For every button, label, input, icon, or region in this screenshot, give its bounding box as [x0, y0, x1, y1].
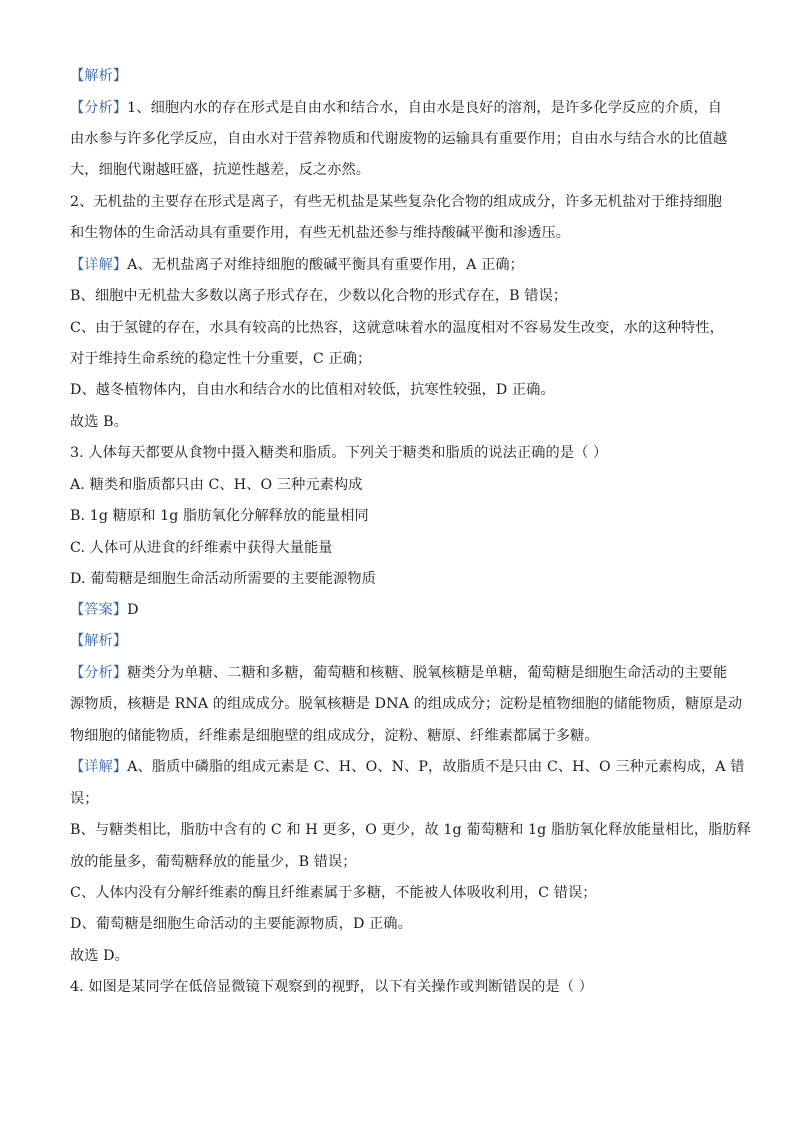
- question-3-option-b: B. 1g 糖原和 1g 脂肪氧化分解释放的能量相同: [70, 508, 369, 524]
- answer-tag: 【答案】: [70, 602, 128, 618]
- analysis-text: 大，细胞代谢越旺盛，抗逆性越差，反之亦然。: [70, 162, 371, 178]
- question-4-stem: 4. 如图是某同学在低倍显微镜下观察到的视野，以下有关操作或判断错误的是（ ）: [70, 979, 594, 995]
- question-3-stem: 3. 人体每天都要从食物中摄入糖类和脂质。下列关于糖类和脂质的说法正确的是（ ）: [70, 445, 608, 461]
- detail-text: B、与糖类相比，脂肪中含有的 C 和 H 更多，O 更少，故 1g 葡萄糖和 1g 脂肪氧化释放能量相比，脂肪释: [70, 822, 752, 838]
- question-3-option-a: A. 糖类和脂质都只由 C、H、O 三种元素构成: [70, 477, 363, 493]
- analysis-text: 糖类分为单糖、二糖和多糖，葡萄糖和核糖、脱氧核糖是单糖，葡萄糖是细胞生命活动的主要能: [127, 665, 728, 681]
- analysis-text: 和生物体的生命活动具有重要作用，有些无机盐还参与维持酸碱平衡和渗透压。: [70, 225, 571, 241]
- detail-text: C、人体内没有分解纤维素的酶且纤维素属于多糖，不能被人体吸收利用，C 错误；: [70, 885, 597, 901]
- detail-text: C、由于氢键的存在，水具有较高的比热容，这就意味着水的温度相对不容易发生改变，水的这种特性，: [70, 320, 724, 336]
- analysis-text: 物细胞的储能物质，纤维素是细胞壁的组成成分，淀粉、糖原、纤维素都属于多糖。: [70, 728, 599, 744]
- detail-text: 放的能量多，葡萄糖释放的能量少，B 错误；: [70, 854, 357, 870]
- detail-text: D、葡萄糖是细胞生命活动的主要能源物质，D 正确。: [70, 916, 412, 932]
- detail-paragraph-line: [70, 756, 745, 778]
- analysis-heading: 【解析】: [70, 633, 128, 649]
- question-3-option-d: D. 葡萄糖是细胞生命活动所需要的主要能源物质: [70, 571, 376, 587]
- conclusion-text: 故选 B。: [70, 414, 128, 430]
- analysis-tag: 【分析】: [70, 100, 128, 116]
- detail-text: 误；: [70, 791, 99, 807]
- analysis-paragraph-line: [70, 662, 730, 684]
- analysis-text: 1、细胞内水的存在形式是自由水和结合水，自由水是良好的溶剂，是许多化学反应的介质，自: [127, 100, 723, 116]
- detail-tag: 【详解】: [70, 759, 128, 775]
- conclusion-text: 故选 D。: [70, 948, 129, 964]
- detail-paragraph-line: [70, 254, 730, 276]
- detail-text: 对于维持生命系统的稳定性十分重要，C 正确；: [70, 351, 372, 367]
- detail-tag: 【详解】: [70, 257, 128, 273]
- analysis-paragraph-line: [70, 97, 730, 119]
- detail-text: A、无机盐离子对维持细胞的酸碱平衡具有重要作用，A 正确；: [127, 257, 524, 273]
- analysis-text: 由水参与许多化学反应，自由水对于营养物质和代谢废物的运输具有重要作用；自由水与结合水的比值越: [70, 131, 728, 147]
- question-3-option-c: C. 人体可从进食的纤维素中获得大量能量: [70, 540, 333, 556]
- detail-text: B、细胞中无机盐大多数以离子形式存在，少数以化合物的形式存在，B 错误；: [70, 288, 568, 304]
- detail-text: A、脂质中磷脂的组成元素是 C、H、O、N、P，故脂质不是只由 C、H、O 三种元素构成，A 错: [127, 759, 745, 775]
- answer-line: [70, 599, 730, 621]
- analysis-tag: 【分析】: [70, 665, 128, 681]
- analysis-heading: 【解析】: [70, 68, 128, 84]
- analysis-text: 源物质，核糖是 RNA 的组成成分。脱氧核糖是 DNA 的组成成分；淀粉是植物细胞的储能物质，糖原是动: [70, 696, 743, 712]
- detail-text: D、越冬植物体内，自由水和结合水的比值相对较低，抗寒性较强，D 正确。: [70, 382, 555, 398]
- answer-value: D: [127, 602, 139, 618]
- analysis-text: 2、无机盐的主要存在形式是离子，有些无机盐是某些复杂化合物的组成成分，许多无机盐对于维持细胞: [70, 194, 723, 210]
